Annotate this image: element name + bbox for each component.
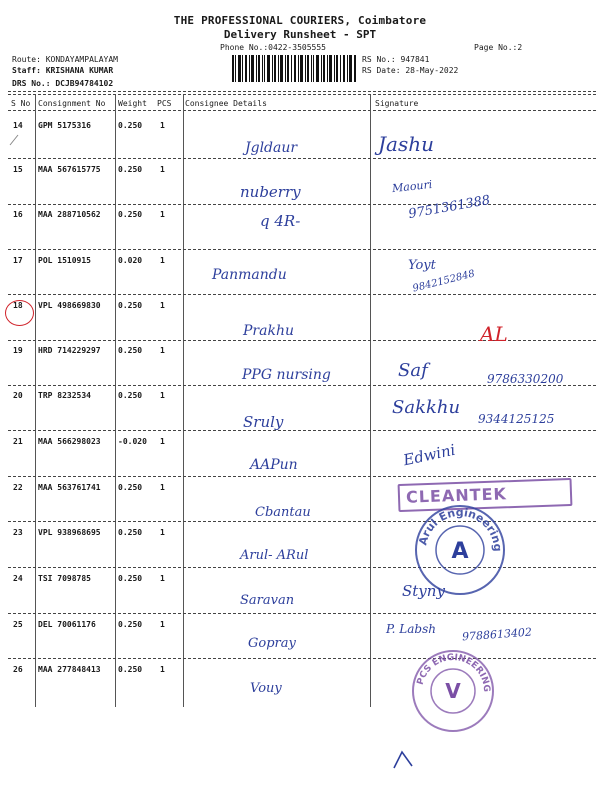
vline-3: [183, 95, 184, 707]
row-consignment: GPM 5175316: [38, 121, 91, 130]
row-divider: [8, 476, 596, 477]
row-consignment: DEL 70061176: [38, 620, 96, 629]
row-pcs: 1: [160, 620, 165, 629]
vline-1: [35, 95, 36, 707]
signature-20: Sakkhu: [392, 397, 461, 418]
row-pcs: 1: [160, 256, 165, 265]
row-consignment: VPL 498669830: [38, 301, 101, 310]
row-pcs: 1: [160, 301, 165, 310]
pen-tick: [8, 133, 22, 147]
row-sno: 14: [13, 121, 23, 130]
row-consignment: MAA 277848413: [38, 665, 101, 674]
company-title: THE PROFESSIONAL COURIERS, Coimbatore: [173, 14, 427, 27]
row-sno: 24: [13, 574, 23, 583]
row-divider: [8, 658, 596, 659]
row-consignment: MAA 566298023: [38, 437, 101, 446]
signature-18: AL: [480, 322, 508, 346]
pcs-stamp-text: PCS ENGINEERING: [415, 652, 492, 693]
signature-24: Styny: [402, 582, 445, 600]
row-divider: [8, 430, 596, 431]
signature-20-note: 9344125125: [478, 412, 555, 426]
row-sno: 21: [13, 437, 23, 446]
row-pcs: 1: [160, 346, 165, 355]
col-consignment: Consignment No: [38, 99, 106, 108]
row-pcs: 1: [160, 437, 165, 446]
row-pcs: 1: [160, 528, 165, 537]
consignee-hw-18: Prakhu: [243, 323, 294, 339]
signature-25: P. Labsh: [386, 622, 436, 636]
consignee-hw-15: nuberry: [240, 183, 301, 201]
arul-stamp-text: Arul Engineering: [416, 505, 505, 552]
row-divider: [8, 158, 596, 159]
pen-mark: [392, 748, 416, 772]
row-weight: 0.250: [118, 301, 143, 310]
col-consignee: Consignee Details: [185, 99, 267, 108]
col-weight: Weight: [118, 99, 147, 108]
signature-25-note: 9788613402: [461, 625, 533, 644]
row-sno: 17: [13, 256, 23, 265]
col-pcs: PCS: [157, 99, 172, 108]
col-signature: Signature: [375, 99, 419, 108]
row-consignment: TRP 8232534: [38, 391, 91, 400]
row-sno: 25: [13, 620, 23, 629]
consignee-hw-16: q 4R-: [260, 212, 301, 230]
page-number: Page No.:2: [474, 43, 523, 52]
phone-number: Phone No.:0422-3505555: [220, 43, 326, 52]
signature-21: Edwini: [401, 440, 457, 470]
signature-14: Jashu: [378, 132, 434, 156]
consignee-hw-17: Panmandu: [212, 267, 287, 283]
signature-16-note: 9751361388: [407, 192, 492, 223]
row-18-circle-mark: [5, 300, 34, 326]
col-sno: S No: [11, 99, 31, 108]
consignee-hw-25: Gopray: [248, 636, 296, 651]
consignee-hw-23: Arul- ARul: [240, 548, 309, 563]
consignee-hw-24: Saravan: [240, 593, 295, 608]
row-sno: 23: [13, 528, 23, 537]
consignee-hw-20: Sruly: [243, 413, 284, 431]
pcs-engineering-stamp: [410, 648, 496, 734]
row-divider: [8, 204, 596, 205]
row-weight: 0.250: [118, 165, 143, 174]
row-pcs: 1: [160, 574, 165, 583]
header-top-rule: [8, 91, 596, 92]
row-pcs: 1: [160, 210, 165, 219]
row-weight: 0.250: [118, 483, 143, 492]
arul-engineering-stamp: [412, 502, 508, 598]
header-top-rule-2: [8, 94, 596, 95]
consignee-hw-22: Cbantau: [255, 505, 311, 520]
row-divider: [8, 294, 596, 295]
row-weight: 0.250: [118, 665, 143, 674]
row-weight: 0.250: [118, 121, 143, 130]
row-sno: 26: [13, 665, 23, 674]
row-weight: 0.020: [118, 256, 143, 265]
consignee-hw-14: Jgldaur: [245, 140, 298, 156]
signature-19: Saf: [398, 360, 428, 381]
row-consignment: VPL 938968695: [38, 528, 101, 537]
row-weight: 0.250: [118, 620, 143, 629]
row-consignment: TSI 7098785: [38, 574, 91, 583]
row-weight: 0.250: [118, 391, 143, 400]
row-sno: 16: [13, 210, 23, 219]
consignee-hw-19: PPG nursing: [242, 367, 331, 383]
row-pcs: 1: [160, 665, 165, 674]
row-consignment: MAA 288710562: [38, 210, 101, 219]
signature-15: Maouri: [391, 177, 433, 196]
barcode: [232, 55, 357, 82]
rs-number: RS No.: 947841: [362, 55, 430, 64]
row-pcs: 1: [160, 483, 165, 492]
header-bottom-rule: [8, 110, 596, 111]
row-divider: [8, 249, 596, 250]
runsheet-subtitle: Delivery Runsheet - SPT: [223, 28, 377, 41]
row-sno: 20: [13, 391, 23, 400]
row-weight: 0.250: [118, 346, 143, 355]
row-consignment: MAA 563761741: [38, 483, 101, 492]
consignee-hw-26: Vouy: [250, 681, 282, 696]
row-divider: [8, 613, 596, 614]
row-consignment: MAA 567615775: [38, 165, 101, 174]
signature-17: Yoyt: [408, 258, 436, 273]
vline-2: [115, 95, 116, 707]
route-label: Route: KONDAYAMPALAYAM: [12, 55, 118, 64]
row-weight: 0.250: [118, 528, 143, 537]
row-sno: 19: [13, 346, 23, 355]
vline-4: [370, 95, 371, 707]
arul-stamp-center: A: [451, 539, 469, 564]
row-pcs: 1: [160, 391, 165, 400]
signature-19-note: 9786330200: [487, 372, 564, 386]
row-pcs: 1: [160, 121, 165, 130]
rs-date: RS Date: 28-May-2022: [362, 66, 459, 75]
row-pcs: 1: [160, 165, 165, 174]
row-consignment: HRD 714229297: [38, 346, 101, 355]
signature-17-note: 9842152848: [411, 268, 477, 295]
row-weight: 0.250: [118, 210, 143, 219]
row-sno: 18: [13, 301, 23, 310]
row-consignment: POL 1510915: [38, 256, 91, 265]
pcs-stamp-center: V: [445, 679, 461, 703]
cleantek-stamp: CLEANTEK: [398, 478, 573, 512]
drs-number: DRS No.: DCJB94784102: [12, 79, 114, 88]
row-weight: 0.250: [118, 574, 143, 583]
consignee-hw-21: AAPun: [250, 457, 298, 473]
staff-label: Staff: KRISHANA KUMAR: [12, 66, 114, 75]
row-sno: 15: [13, 165, 23, 174]
row-sno: 22: [13, 483, 23, 492]
row-weight: -0.020: [118, 437, 147, 446]
